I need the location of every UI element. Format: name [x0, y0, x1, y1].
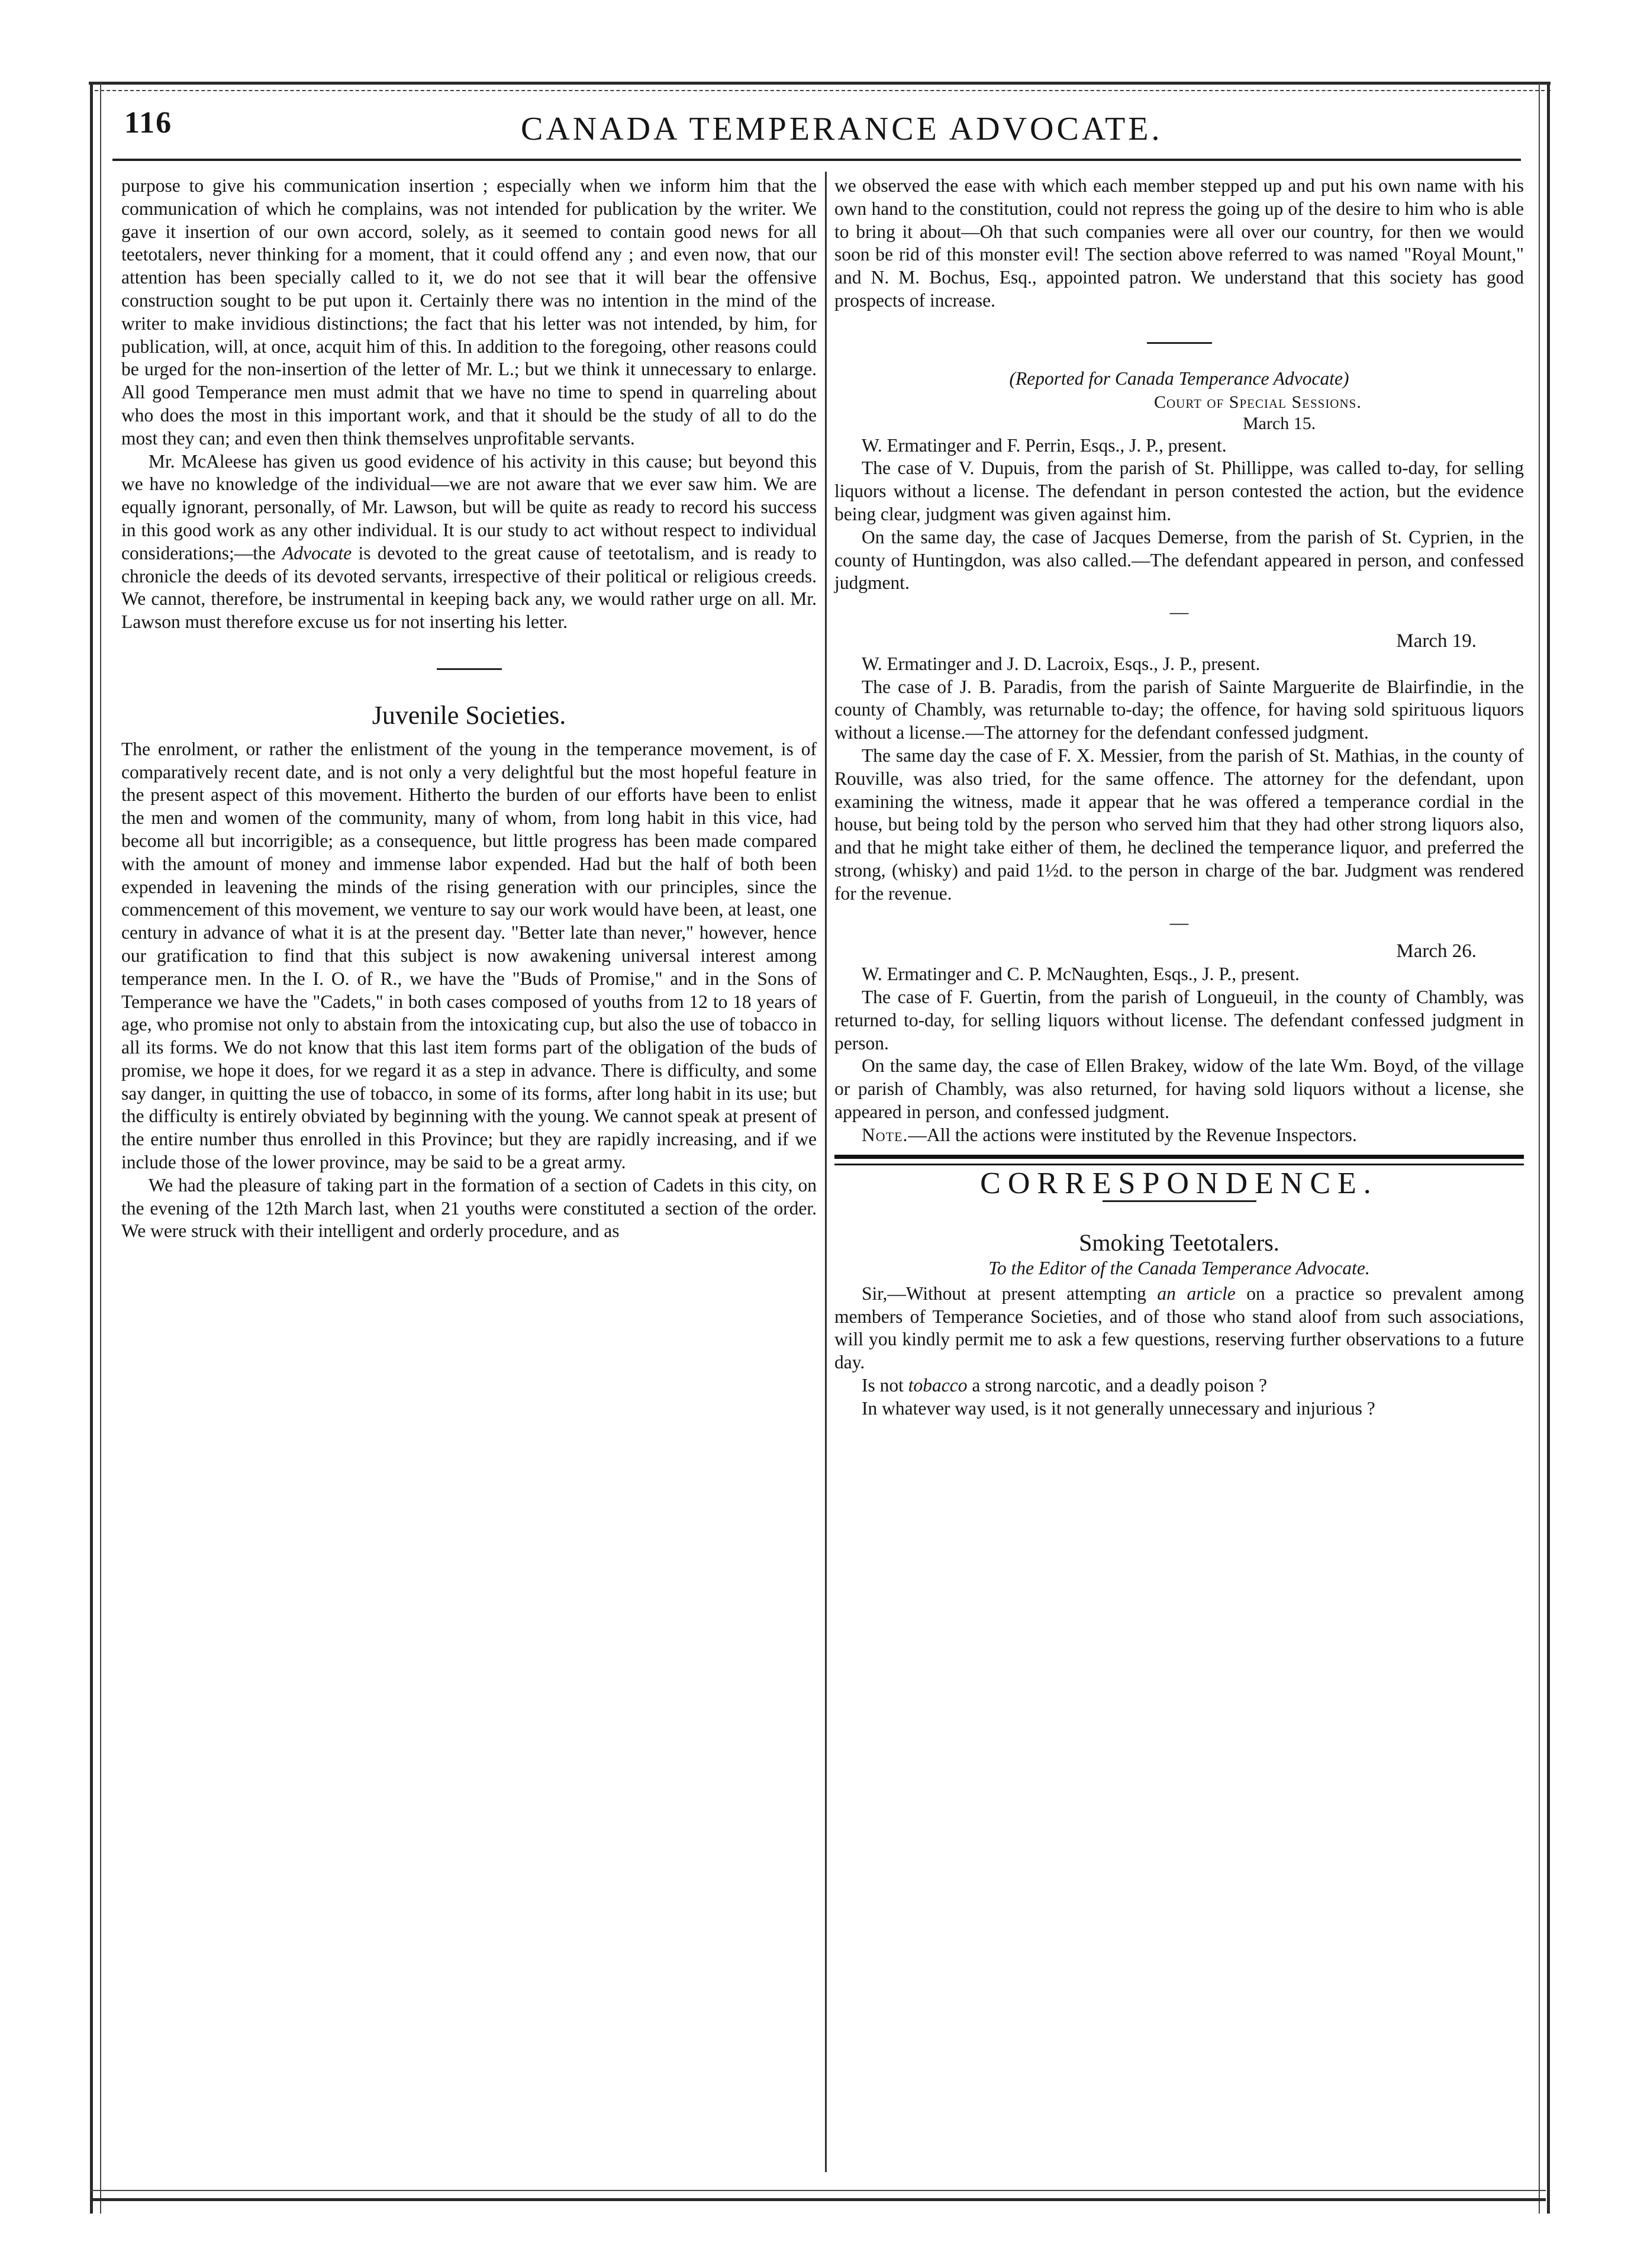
case-paradis: The case of J. B. Paradis, from the parish of Sainte Marguerite de Blairfindie, in the county of Chambly, was returnable to-day; the offence, for having sold spirituous liquors without a license.—The attorney for the defendant confessed judgment.: [834, 676, 1524, 743]
editorial-paragraph-2: [121, 450, 817, 634]
page-frame-top-inner-border: [95, 90, 1551, 91]
correspondence-rule: [834, 1155, 1524, 1165]
juvenile-societies-heading: Juvenile Societies.: [372, 700, 566, 730]
letter-italic-tobacco: tobacco: [908, 1375, 968, 1396]
correspondence-heading: CORRESPONDENCE.: [980, 1167, 1378, 1201]
note-paragraph: [834, 1124, 1524, 1147]
court-name: Court of Special Sessions.: [1154, 392, 1362, 412]
smoking-teetotalers-heading: Smoking Teetotalers.: [1079, 1229, 1279, 1257]
section-rule: [1147, 342, 1212, 344]
page-frame-bottom-border: [90, 2190, 1546, 2201]
page-number: 116: [124, 106, 173, 140]
session-date-march-19: March 19.: [1396, 630, 1477, 652]
court-date: March 15.: [1243, 413, 1316, 433]
letter-italic-article: an article: [1157, 1283, 1236, 1304]
header-rule: [112, 159, 1521, 161]
letter-text-c: Is not: [862, 1375, 908, 1396]
note-text: —All the actions were instituted by the Revenue Inspectors.: [908, 1124, 1357, 1145]
case-brakey: On the same day, the case of Ellen Brakey, widow of the late Wm. Boyd, of the village or parish of Chambly, was also returned, for having sold liquors without a license, she appeared in person, and confessed judgment.: [834, 1055, 1524, 1122]
column-divider: [825, 172, 827, 2172]
editorial-paragraph-1: purpose to give his communication insertion ; especially when we inform him that the communication of which he complains, was not intended for publication by the writer. We gave it insertion of our own accord, solely, as it seemed to contain good news for all teetotalers, never thinking for a moment, that it could offend any ; and even now, that our attention has been specially called to it, we do not see that it will bear the offensive construction sought to be put upon it. Certainly there was no intention in the mind of the writer to make invidious distinctions; the fact that his letter was not intended, by him, for publication, will, at once, acquit him of this. In addition to the foregoing, other reasons could be urged for the non-insertion of the letter of Mr. L.; but we think it unnecessary to enlarge. All good Temperance men must admit that we have no time to spend in quarreling about who does the most in this important work, and that it should be the study of all to do the most they can; and even then think themselves unprofitable servants.: [121, 175, 817, 449]
section-rule: [437, 668, 502, 670]
reported-for-line: (Reported for Canada Temperance Advocate): [1009, 368, 1349, 389]
cadets-continuation-paragraph: we observed the ease with which each member stepped up and put his own name with his own hand to the constitution, could not repress the going up of the desire to him who is able to bring it about—Oh that such companies were all over our country, for then we would soon be rid of this monster evil! The section above referred to was named "Royal Mount," and N. M. Bochus, Esq., appointed patron. We understand that this society has good prospects of increase.: [834, 175, 1524, 311]
court-header: [1154, 392, 1524, 434]
editorial-paragraph-2-text-a: Mr. McAleese has given us good evidence of his activity in this cause; but beyond this we have no knowledge of the individual—we are not aware that we ever saw him. We are equally ignorant, personally, of Mr. Lawson, but will be quite as ready to record his success in this good work as any other individual. It is our study to act without respect to individual considerations;—the: [121, 450, 817, 563]
to-editor-line: To the Editor of the Canada Temperance Advocate.: [988, 1258, 1370, 1279]
case-dupuis: The case of V. Dupuis, from the parish of St. Phillippe, was called to-day, for selling liquors without a license. The defendant in person contested the action, but the evidence being clear, judgment was given against him.: [834, 458, 1524, 524]
advocate-italic: Advocate: [282, 542, 352, 563]
separator-dash: —: [1169, 601, 1189, 623]
letter-paragraph-1: [834, 1283, 1524, 1374]
right-column: [834, 175, 1524, 1420]
juvenile-paragraph-1: The enrolment, or rather the enlistment of the young in the temperance movement, is of comparatively recent date, and is not only a very delightful but the most hopeful feature in the present aspect of this movement. Hitherto the burden of our efforts have been to enlist the men and women of the community, many of whom, from long habit in this vice, had become all but incorrigible; as a consequence, but little progress has been made compared with the amount of money and immense labor expended. Had but the half of both been expended in leavening the minds of the rising generation with our principles, since the commencement of this movement, we venture to say our work would have been, at least, one century in advance of what it is at the present day. "Better late than never," however, hence our gratification to find that this subject is now awakening universal interest among temperance men. In the I. O. of R., we have the "Buds of Promise," and in the Sons of Temperance we have the "Cadets," in both cases composed of youths from 12 to 18 years of age, who promise not only to abstain from the intoxicating cup, but also the use of tobacco in all its forms. We do not know that this last item forms part of the obligation of the buds of promise, we hope it does, for we regard it as a step in advance. There is difficulty, and some say danger, in quitting the use of tobacco, in some of its forms, after long habit in its use; but the difficulty is entirely obviated by beginning with the young. We cannot speak at present of the entire number thus enrolled in this Province; but they are rapidly increasing, and if we include those of the lower province, may be said to be a great army.: [121, 738, 817, 1173]
justices-present-3: W. Ermatinger and C. P. McNaughten, Esqs., J. P., present.: [862, 964, 1300, 985]
page-frame-left-border: [90, 83, 101, 2214]
letter-text-a: Sir,—Without at present attempting: [862, 1283, 1158, 1304]
journal-title: CANADA TEMPERANCE ADVOCATE.: [521, 111, 1163, 147]
page-frame-top-border: [89, 82, 1551, 85]
correspondence-underline: [1103, 1200, 1256, 1202]
case-demerse: On the same day, the case of Jacques Demerse, from the parish of St. Cyprien, in the county of Huntingdon, was also called.—The defendant appeared in person, and confessed judgment.: [834, 526, 1524, 594]
editorial-paragraph-2-text-b: is devoted to the great cause of teetotalism, and is ready to chronicle the deeds of its devoted servants, irrespective of their political or religious creeds. We cannot, therefore, be instrumental in keeping back any, we would rather urge on all. Mr. Lawson must therefore excuse us for not inserting his letter.: [121, 542, 817, 633]
justices-present-1: W. Ermatinger and F. Perrin, Esqs., J. P., present.: [862, 434, 1227, 456]
letter-text-d: a strong narcotic, and a deadly poison ?: [967, 1375, 1267, 1396]
case-guertin: The case of F. Guertin, from the parish of Longueuil, in the county of Chambly, was returned to-day, for selling liquors without license. The defendant confessed judgment in person.: [834, 986, 1524, 1054]
justices-present-2: W. Ermatinger and J. D. Lacroix, Esqs., J. P., present.: [862, 653, 1261, 674]
juvenile-paragraph-2: We had the pleasure of taking part in the formation of a section of Cadets in this city, on the evening of the 12th March last, when 21 youths were constituted a section of the order. We were struck with their intelligent and orderly procedure, and as: [121, 1174, 817, 1242]
separator-dash: —: [1169, 911, 1189, 933]
letter-paragraph-2: [834, 1374, 1524, 1397]
page-frame-right-border: [1539, 83, 1550, 2214]
session-date-march-26: March 26.: [1396, 940, 1477, 962]
note-label: Note.: [862, 1124, 908, 1145]
case-messier: The same day the case of F. X. Messier, from the parish of St. Mathias, in the county of Rouville, was also tried, for the same offence. The attorney for the defendant, upon examining the witness, made it appear that he was offered a temperance cordial in the house, but being told by the person who served him that they had other strong liquors also, and that he might take either of them, he declined the temperance liquor, and preferred the strong, (whisky) and paid 1½d. to the person in charge of the bar. Judgment was rendered for the revenue.: [834, 745, 1524, 904]
left-column: [121, 175, 817, 1243]
letter-text-b: on a practice so prevalent among members of Temperance Societies, and of those who stand aloof from such associations, will you kindly permit me to ask a few questions, reserving further observations to a future day.: [834, 1283, 1524, 1373]
letter-paragraph-3: In whatever way used, is it not generally unnecessary and injurious ?: [862, 1397, 1375, 1419]
